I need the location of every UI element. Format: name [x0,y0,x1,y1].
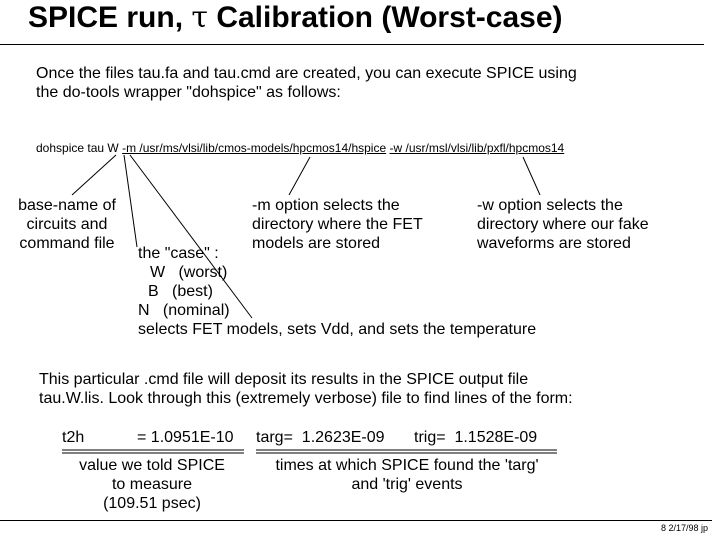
times-note: times at which SPICE found the 'targ' and 'trig' events [275,457,539,493]
result-name: t2h [62,429,85,446]
tau-symbol: τ [191,0,208,35]
command-m-option: -m /usr/ms/vlsi/lib/cmos-models/hpcmos14/hspice [122,141,387,155]
pointer-case-right [130,155,252,318]
pointer-w-option [523,157,540,195]
case-description: selects FET models, sets Vdd, and sets the temperature [138,321,537,338]
output-line-1: This particular .cmd file will deposit its results in the SPICE output file [39,371,529,388]
case-best: B (best) [148,283,213,300]
intro-line-1: Once the files tau.fa and tau.cmd are created, you can execute SPICE using [36,65,577,82]
pointer-basename [72,155,116,195]
footer-page-info: 8 2/17/98 jp [660,523,708,533]
result-value: = 1.0951E-10 [137,429,234,446]
command-base: dohspice tau [36,141,105,155]
pointer-case-left [124,155,137,247]
result-trig: trig= 1.1528E-09 [414,429,538,446]
w-option-label: -w option selects the directory where our fake waveforms are stored [477,197,649,252]
case-title: the "case" : [138,245,219,262]
title-prefix: SPICE run, [28,1,184,34]
footer-divider [0,520,712,521]
result-targ: targ= 1.2623E-09 [256,429,385,446]
command-case: W [107,141,119,155]
output-line-2: tau.W.lis. Look through this (extremely verbose) file to find lines of the form: [39,390,573,407]
pointer-m-option [289,157,310,195]
m-option-label: -m option selects the directory where the FET models are stored [252,197,423,252]
case-nominal: N (nominal) [138,302,230,319]
basename-label: base-name of circuits and command file [18,197,116,252]
value-note: value we told SPICE to measure (109.51 psec) [79,457,225,512]
title-suffix: Calibration (Worst-case) [216,1,563,34]
command-w-option: -w /usr/msl/vlsi/lib/pxfl/hpcmos14 [389,141,565,155]
case-worst: W (worst) [150,264,228,281]
intro-line-2: the do-tools wrapper "dohspice" as follows: [36,84,341,101]
